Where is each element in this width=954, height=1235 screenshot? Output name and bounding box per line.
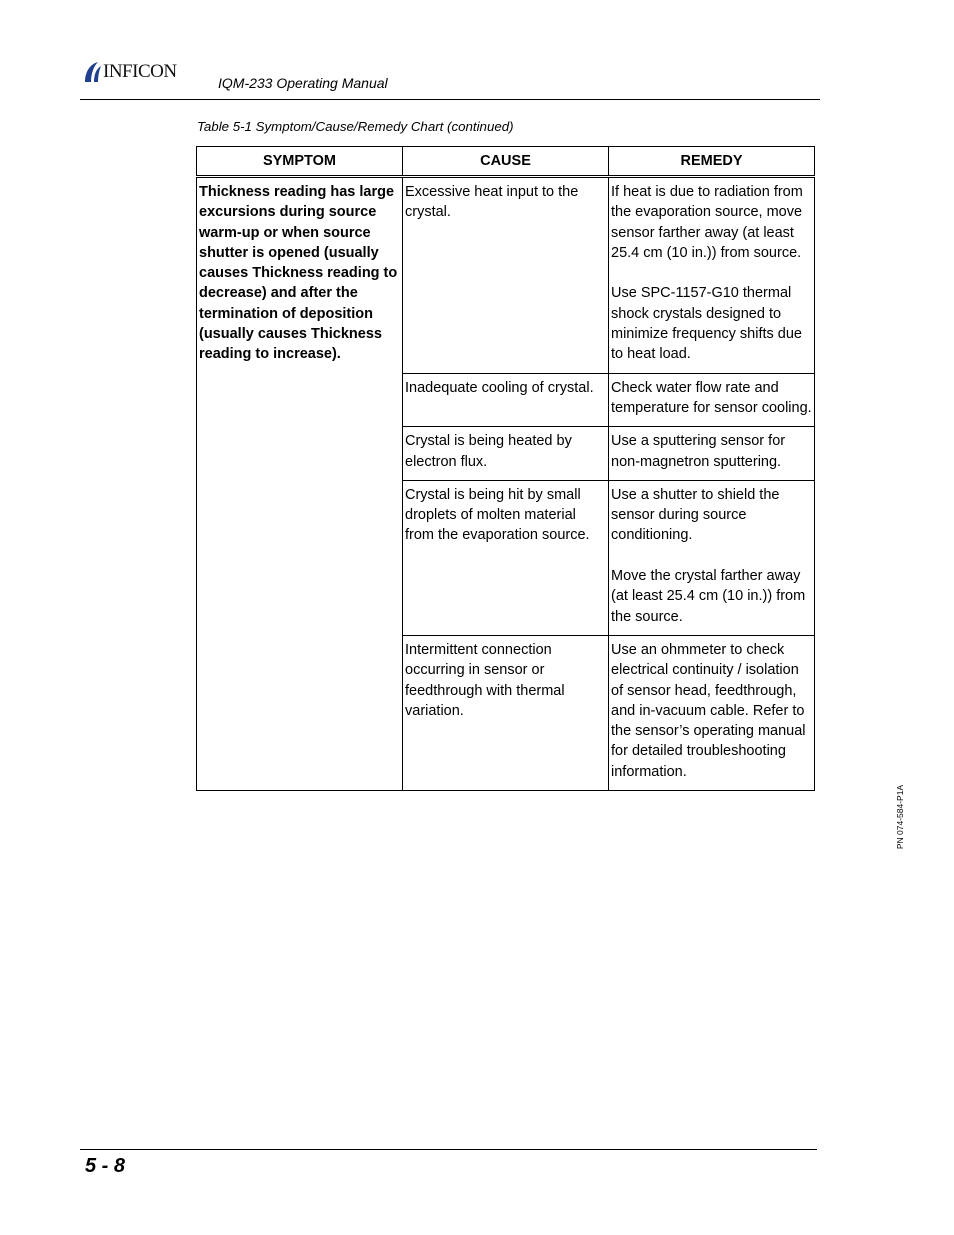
table-row: [197, 177, 815, 374]
part-number-label: PN 074-584-P1A: [895, 784, 905, 850]
symptom-cause-remedy-table: [196, 146, 815, 791]
column-header-cause: CAUSE: [403, 147, 609, 177]
remedy-paragraph: Check water flow rate and temperature for sensor cooling.: [611, 379, 812, 416]
page-number: 5 - 8: [85, 1155, 126, 1177]
cause-cell: Crystal is being heated by electron flux.: [403, 427, 609, 481]
remedy-cell: [609, 177, 815, 374]
table-caption: Table 5-1 Symptom/Cause/Remedy Chart (continued): [197, 119, 514, 134]
header-divider: [80, 99, 820, 100]
footer-divider: [80, 1149, 817, 1150]
manual-title: IQM-233 Operating Manual: [218, 75, 388, 91]
remedy-paragraph: Use an ohmmeter to check electrical continuity / isolation of sensor head, feedthrough, and in-vacuum cable. Refer to the sensor’s operating manual for detailed troubleshooting information.: [611, 641, 806, 780]
column-header-remedy: REMEDY: [609, 147, 815, 177]
remedy-cell: [609, 373, 815, 427]
cause-cell: Intermittent connection occurring in sensor or feedthrough with thermal variation.: [403, 635, 609, 790]
remedy-paragraph: Use SPC-1157-G10 thermal shock crystals designed to minimize frequency shifts due to heat load.: [611, 285, 802, 363]
inficon-swoosh-icon: [82, 60, 102, 84]
remedy-paragraph: Use a sputtering sensor for non-magnetron sputtering.: [611, 433, 786, 470]
remedy-paragraph: Use a shutter to shield the sensor during source conditioning.: [611, 486, 780, 544]
table-header-row: [197, 147, 815, 177]
remedy-paragraph: If heat is due to radiation from the evaporation source, move sensor farther away (at least 25.4 cm (10 in.)) from source.: [611, 184, 803, 261]
cause-cell: Excessive heat input to the crystal.: [403, 177, 609, 374]
cause-cell: Crystal is being hit by small droplets of molten material from the evaporation source.: [403, 480, 609, 635]
remedy-cell: [609, 480, 815, 635]
remedy-cell: [609, 635, 815, 790]
remedy-paragraph: Move the crystal farther away (at least 25.4 cm (10 in.)) from the source.: [611, 568, 806, 625]
cause-cell: Inadequate cooling of crystal.: [403, 373, 609, 427]
company-logo: [82, 60, 177, 84]
symptom-cell: Thickness reading has large excursions during source warm-up or when source shutter is opened (usually causes Thickness reading to decrease) and after the termination of deposition (usually causes Thickness reading to increase).: [197, 177, 403, 791]
logo-text: INFICON: [103, 61, 177, 82]
column-header-symptom: SYMPTOM: [197, 147, 403, 177]
remedy-cell: [609, 427, 815, 481]
